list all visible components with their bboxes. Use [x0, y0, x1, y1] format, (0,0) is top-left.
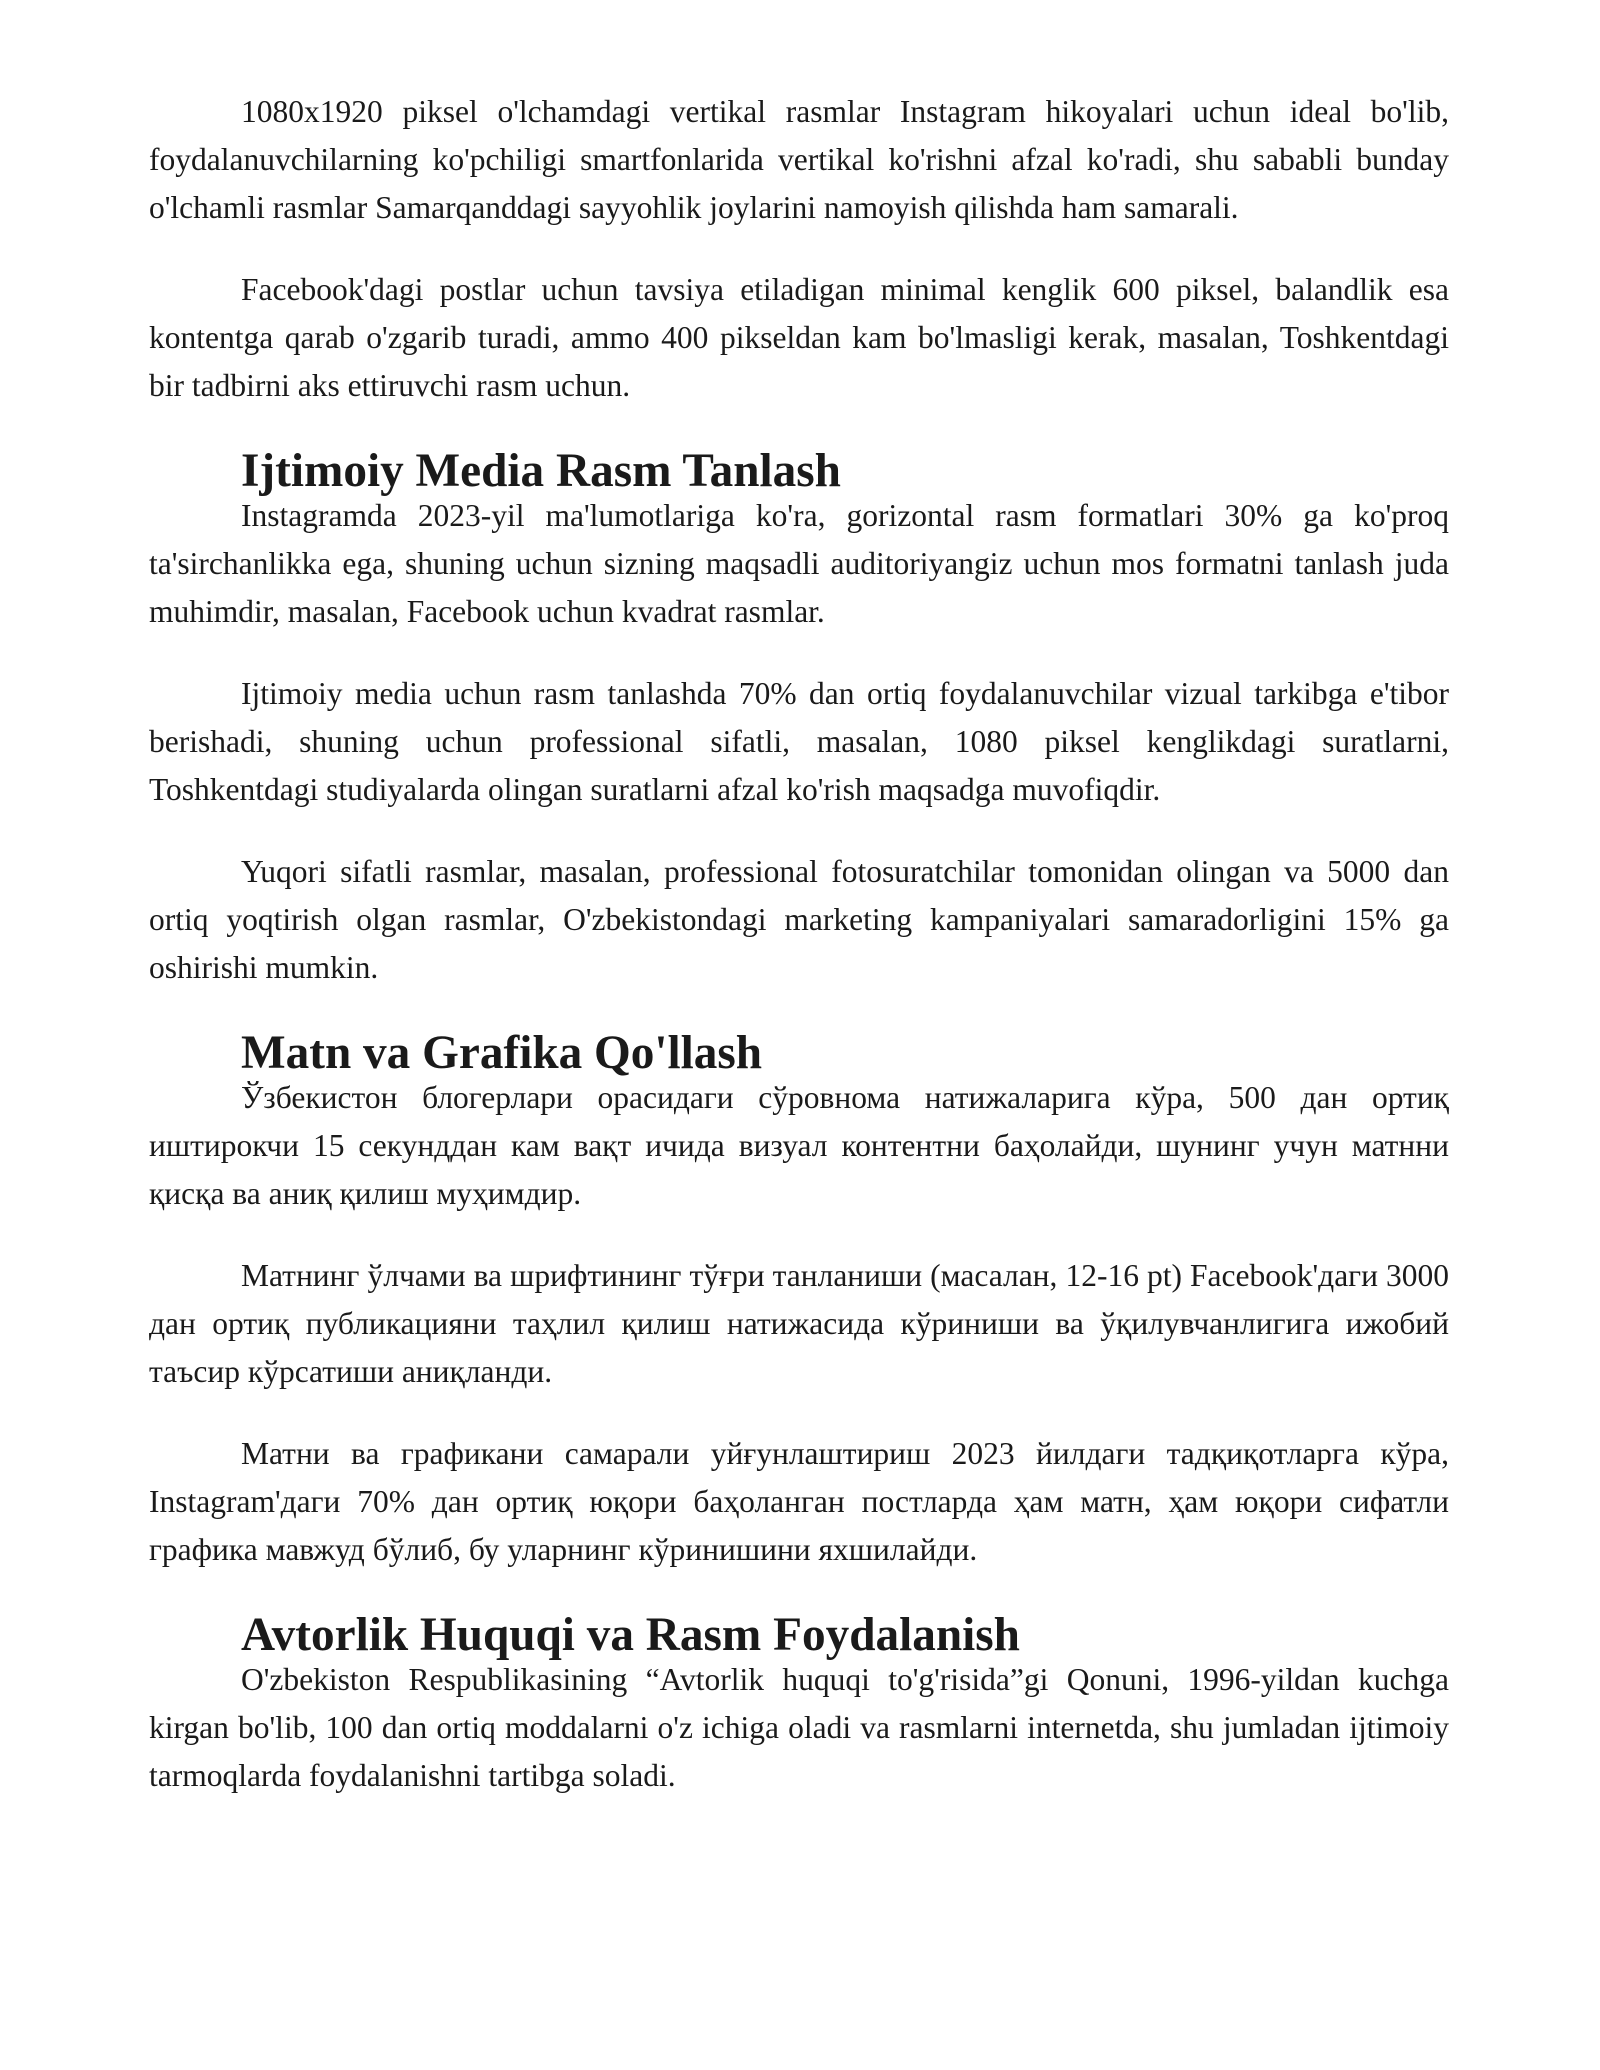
paragraph: O'zbekiston Respublikasining “Avtorlik huquqi to'g'risida”gi Qonuni, 1996-yildan kuchga kirgan bo'lib, 100 dan ortiq moddalarni o'z ichiga oladi va rasmlarni internetda, shu jumladan ijtimoiy tarmoqlarda foydalanishni tartibga soladi. [149, 1662, 1449, 1793]
paragraph: Facebook'dagi postlar uchun tavsiya etiladigan minimal kenglik 600 piksel, balandlik esa kontentga qarab o'zgarib turadi, ammo 400 pikseldan kam bo'lmasligi kerak, masalan, Toshkentdagi bir tadbirni aks ettiruvchi rasm uchun. [149, 272, 1449, 403]
section-heading: Ijtimoiy Media Rasm Tanlash [241, 445, 841, 497]
paragraph: Yuqori sifatli rasmlar, masalan, professional fotosuratchilar tomonidan olingan va 5000 dan ortiq yoqtirish olgan rasmlar, O'zbekistondagi marketing kampaniyalari samaradorligini 15% ga oshirishi mumkin. [149, 854, 1449, 985]
paragraph: 1080x1920 piksel o'lchamdagi vertikal rasmlar Instagram hikoyalari uchun ideal bo'lib, foydalanuvchilarning ko'pchiligi smartfonlarida vertikal ko'rishni afzal ko'radi, shu sababli bunday o'lchamli rasmlar Samarqanddagi sayyohlik joylarini namoyish qilishda ham samarali. [149, 94, 1449, 225]
section-heading: Matn va Grafika Qo'llash [241, 1027, 763, 1079]
paragraph: Матни ва графикани самарали уйғунлаштириш 2023 йилдаги тадқиқотларга кўра, Instagram'даги 70% дан ортиқ юқори баҳоланган постларда ҳам матн, ҳам юқори сифатли графика мавжуд бўлиб, бу уларнинг кўринишини яхшилайди. [149, 1436, 1449, 1567]
paragraph: Instagramda 2023-yil ma'lumotlariga ko'ra, gorizontal rasm formatlari 30% ga ko'proq ta'sirchanlikka ega, shuning uchun sizning maqsadli auditoriyangiz uchun mos formatni tanlash juda muhimdir, masalan, Facebook uchun kvadrat rasmlar. [149, 498, 1449, 629]
document-page [149, 88, 1449, 1800]
paragraph: Ijtimoiy media uchun rasm tanlashda 70% dan ortiq foydalanuvchilar vizual tarkibga e'tibor berishadi, shuning uchun professional sifatli, masalan, 1080 piksel kenglikdagi suratlarni, Toshkentdagi studiyalarda olingan suratlarni afzal ko'rish maqsadga muvofiqdir. [149, 676, 1449, 807]
paragraph: Матнинг ўлчами ва шрифтининг тўғри танланиши (масалан, 12-16 pt) Facebook'даги 3000 дан ортиқ публикацияни таҳлил қилиш натижасида кўриниши ва ўқилувчанлигига ижобий таъсир кўрсатиши аниқланди. [149, 1258, 1449, 1389]
paragraph: Ўзбекистон блогерлари орасидаги сўровнома натижаларига кўра, 500 дан ортиқ иштирокчи 15 секунддан кам вақт ичида визуал контентни баҳолайди, шунинг учун матнни қисқа ва аниқ қилиш муҳимдир. [149, 1080, 1449, 1211]
section-heading: Avtorlik Huquqi va Rasm Foydalanish [241, 1609, 1020, 1661]
